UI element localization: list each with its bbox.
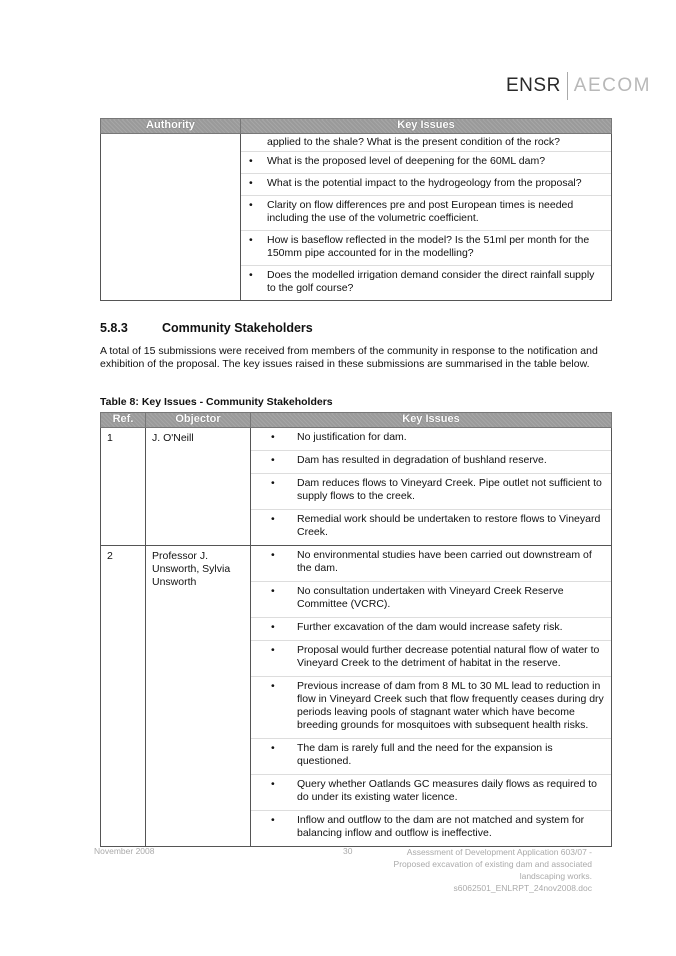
issue-list [251, 428, 611, 545]
header-objector: Objector [146, 413, 251, 428]
table-row [101, 428, 612, 546]
issue-list [251, 546, 611, 846]
key-issues-cell [251, 428, 612, 546]
header-key-issues: Key Issues [241, 119, 612, 134]
authority-cell [101, 134, 241, 301]
list-item: • Inflow and outflow to the dam are not matched and system for balancing inflow and outflow is ineffective. [271, 814, 585, 839]
table-caption: Table 8: Key Issues - Community Stakeholders [100, 396, 333, 408]
bullet-icon: • [249, 234, 253, 246]
bullet-icon: • [249, 269, 253, 281]
list-item: • Proposal would further decrease potential natural flow of water to Vineyard Creek to the detriment of habitat in the reserve. [251, 641, 611, 677]
header-key-issues: Key Issues [251, 413, 612, 428]
table-header-row [101, 413, 612, 428]
list-item: • What is the potential impact to the hydrogeology from the proposal? [241, 174, 611, 196]
footer-line: landscaping works. [519, 871, 592, 881]
table-row [101, 546, 612, 847]
section-heading [100, 321, 313, 335]
bullet-icon: • [271, 644, 275, 656]
ref-cell: 1 [101, 428, 146, 546]
bullet-icon: • [271, 431, 275, 443]
footer-line: s6062501_ENLRPT_24nov2008.doc [453, 883, 592, 893]
bullet-icon: • [271, 585, 275, 597]
list-item: • Previous increase of dam from 8 ML to 30 ML lead to reduction in flow in Vineyard Creek such that flow frequently ceases during dry periods leaving pools of stagnant water which have become breeding grounds for mosquitoes with subsequent health risks. [251, 677, 611, 739]
header-ref: Ref. [101, 413, 146, 428]
list-item: • Remedial work should be undertaken to restore flows to Vineyard Creek. [271, 513, 601, 538]
authority-key-issues-table [100, 118, 612, 301]
footer-document-info [372, 846, 592, 894]
list-item: • Dam reduces flows to Vineyard Creek. Pipe outlet not sufficient to supply flows to the creek. [251, 474, 611, 510]
list-item: • What is the proposed level of deepening for the 60ML dam? [241, 152, 611, 174]
key-issues-cell [251, 546, 612, 847]
bullet-icon: • [271, 814, 275, 826]
footer-page-number: 30 [343, 846, 353, 856]
footer-line: Assessment of Development Application 603/07 - [406, 847, 592, 857]
list-item: • Clarity on flow differences pre and post European times is needed including the use of the volumetric coefficient. [241, 196, 611, 231]
bullet-icon: • [271, 549, 275, 561]
list-item: • Query whether Oatlands GC measures daily flows as required to do under its existing water licence. [251, 775, 611, 811]
company-logo [506, 72, 651, 100]
table-row [101, 134, 612, 301]
ref-cell: 2 [101, 546, 146, 847]
bullet-icon: • [271, 513, 275, 525]
bullet-icon: • [249, 177, 253, 189]
logo-aecom: AECOM [573, 75, 651, 96]
logo-divider [567, 72, 568, 100]
bullet-icon: • [271, 621, 275, 633]
key-issues-cell [241, 134, 612, 301]
list-item: • The dam is rarely full and the need for the expansion is questioned. [251, 739, 611, 775]
bullet-icon: • [271, 454, 275, 466]
list-item: • Dam has resulted in degradation of bushland reserve. [251, 451, 611, 474]
table-header-row [101, 119, 612, 134]
issue-list [241, 152, 611, 300]
bullet-icon: • [271, 778, 275, 790]
header-authority: Authority [101, 119, 241, 134]
bullet-icon: • [271, 680, 275, 692]
objector-cell: Professor J. Unsworth, Sylvia Unsworth [146, 546, 251, 847]
bullet-icon: • [271, 742, 275, 754]
footer-line: Proposed excavation of existing dam and associated [393, 859, 592, 869]
list-item: • No environmental studies have been carried out downstream of the dam. [251, 546, 611, 582]
continued-issue-text: applied to the shale? What is the present condition of the rock? [241, 134, 611, 152]
list-item: • No justification for dam. [251, 428, 611, 451]
section-number: 5.8.3 [100, 321, 128, 335]
list-item: • Further excavation of the dam would increase safety risk. [251, 618, 611, 641]
section-paragraph: A total of 15 submissions were received from members of the community in response to the notification and exhibition of the proposal. The key issues raised in these submissions are summarised in the table below. [100, 345, 598, 370]
footer-date: November 2008 [94, 846, 155, 856]
bullet-icon: • [249, 155, 253, 167]
section-title: Community Stakeholders [162, 321, 313, 335]
community-stakeholders-table [100, 412, 612, 847]
list-item: • Does the modelled irrigation demand consider the direct rainfall supply to the golf course? [249, 269, 595, 294]
list-item: • How is baseflow reflected in the model? Is the 51ml per month for the 150mm pipe accounted for in the modelling? [241, 231, 611, 266]
list-item: • No consultation undertaken with Vineyard Creek Reserve Committee (VCRC). [251, 582, 611, 618]
logo-ensr: ENSR [506, 75, 561, 96]
objector-cell: J. O'Neill [146, 428, 251, 546]
bullet-icon: • [249, 199, 253, 211]
bullet-icon: • [271, 477, 275, 489]
